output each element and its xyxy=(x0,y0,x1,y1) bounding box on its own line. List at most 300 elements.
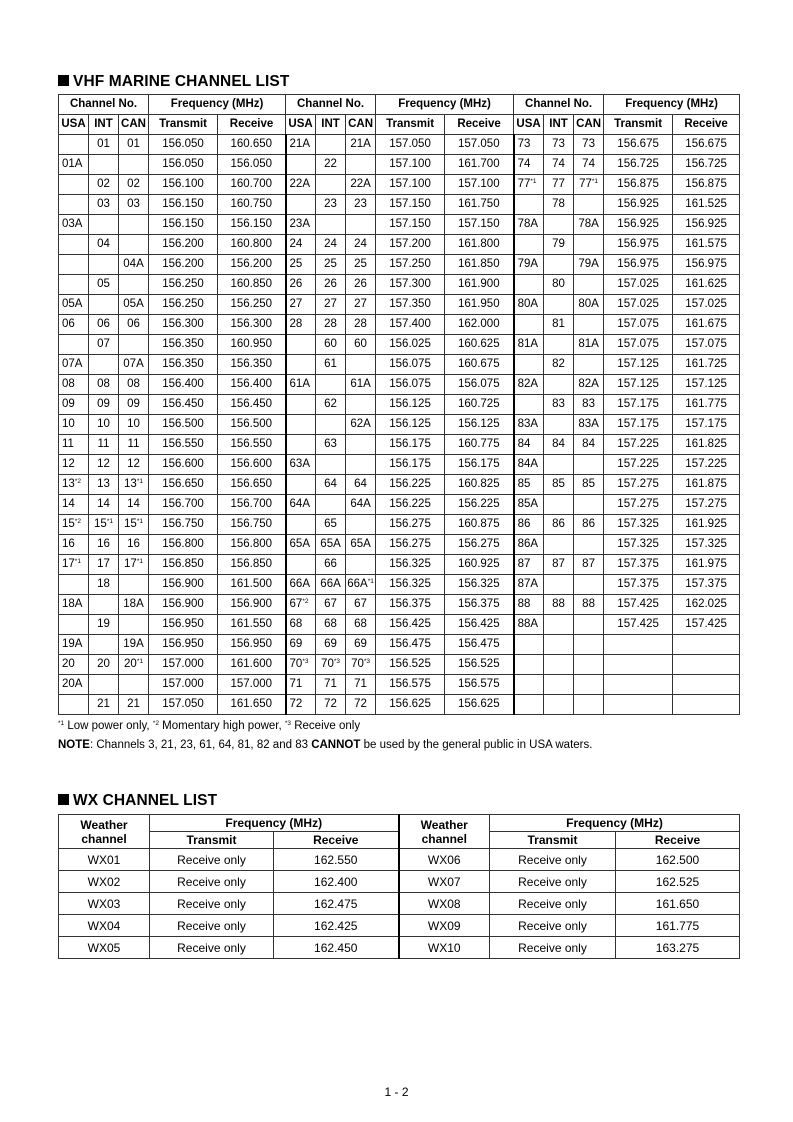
table-cell: 156.150 xyxy=(149,215,218,235)
table-cell: 13$^{*1}$ xyxy=(119,475,149,495)
table-cell: 156.075 xyxy=(376,375,445,395)
table-cell: 12 xyxy=(119,455,149,475)
table-cell xyxy=(286,475,316,495)
table-row xyxy=(59,395,740,415)
footnote-mark: *1 xyxy=(530,178,537,185)
table-cell: Receive only xyxy=(150,915,274,937)
table-row xyxy=(59,849,740,871)
table-cell: 70$^{*3}$ xyxy=(346,655,376,675)
table-cell: 26 xyxy=(316,275,346,295)
table-cell: 72 xyxy=(346,695,376,715)
table-cell: 157.225 xyxy=(604,455,673,475)
table-cell: 157.325 xyxy=(604,515,673,535)
table-cell xyxy=(574,575,604,595)
table-cell: 16 xyxy=(119,535,149,555)
table-cell: 162.000 xyxy=(445,315,514,335)
table-cell: 14 xyxy=(119,495,149,515)
table-cell: 16 xyxy=(89,535,119,555)
table-cell xyxy=(574,615,604,635)
table-cell: 156.350 xyxy=(149,335,218,355)
table-cell: 07A xyxy=(119,355,149,375)
table-cell: 156.875 xyxy=(673,175,740,195)
table-cell: 84 xyxy=(574,435,604,455)
table-cell: 161.850 xyxy=(445,255,514,275)
table-cell: 156.675 xyxy=(673,135,740,155)
footnote-mark: *1 xyxy=(136,518,143,525)
table-cell: 83 xyxy=(544,395,574,415)
table-row xyxy=(59,135,740,155)
table-cell: 27 xyxy=(286,295,316,315)
can-header: CAN xyxy=(119,115,149,135)
table-cell: 157.375 xyxy=(673,575,740,595)
receive-header: Receive xyxy=(673,115,740,135)
table-cell: 156.875 xyxy=(604,175,673,195)
table-cell: 156.075 xyxy=(376,355,445,375)
table-cell: 156.275 xyxy=(376,515,445,535)
table-cell: Receive only xyxy=(490,849,616,871)
table-cell: 161.625 xyxy=(673,275,740,295)
table-row xyxy=(59,495,740,515)
table-cell xyxy=(544,635,574,655)
table-cell: 88A xyxy=(514,615,544,635)
int-header: INT xyxy=(544,115,574,135)
table-cell xyxy=(544,215,574,235)
table-cell: 157.150 xyxy=(445,215,514,235)
table-row xyxy=(59,555,740,575)
table-cell xyxy=(89,255,119,275)
table-cell: 156.225 xyxy=(445,495,514,515)
table-cell: 15$^{*2}$ xyxy=(59,515,89,535)
table-cell: 84A xyxy=(514,455,544,475)
table-cell: 162.400 xyxy=(274,871,399,893)
receive-header: Receive xyxy=(218,115,286,135)
table-cell: 10 xyxy=(89,415,119,435)
table-cell: 156.975 xyxy=(604,255,673,275)
table-cell: 157.275 xyxy=(604,495,673,515)
square-bullet-icon xyxy=(58,75,69,86)
table-cell: 162.450 xyxy=(274,937,399,959)
table-cell: 71 xyxy=(346,675,376,695)
table-cell xyxy=(286,195,316,215)
table-row xyxy=(59,455,740,475)
table-row xyxy=(59,255,740,275)
table-cell xyxy=(574,655,604,675)
table-cell: 161.775 xyxy=(673,395,740,415)
table-cell: 160.700 xyxy=(218,175,286,195)
table-cell: 157.325 xyxy=(604,535,673,555)
table-cell: 156.150 xyxy=(149,195,218,215)
table-cell: 25 xyxy=(286,255,316,275)
table-cell: 68 xyxy=(286,615,316,635)
table-cell: 63 xyxy=(316,435,346,455)
frequency-header: Frequency (MHz) xyxy=(604,95,740,115)
table-cell: 157.025 xyxy=(604,295,673,315)
table-cell: 156.650 xyxy=(149,475,218,495)
table-cell: 23 xyxy=(346,195,376,215)
table-row xyxy=(59,435,740,455)
table-row xyxy=(59,355,740,375)
table-cell: 72 xyxy=(316,695,346,715)
table-cell xyxy=(544,495,574,515)
table-cell xyxy=(544,335,574,355)
table-cell: 156.850 xyxy=(218,555,286,575)
table-cell xyxy=(574,275,604,295)
table-cell: 61A xyxy=(286,375,316,395)
table-cell: 24 xyxy=(346,235,376,255)
table-cell: 156.250 xyxy=(149,275,218,295)
footnote-mark: *3 xyxy=(363,658,371,665)
table-cell: 65A xyxy=(286,535,316,555)
table-cell: 21 xyxy=(119,695,149,715)
table-cell xyxy=(89,215,119,235)
table-cell: Receive only xyxy=(150,871,274,893)
frequency-header: Frequency (MHz) xyxy=(150,815,399,832)
footnote-text: Receive only xyxy=(291,720,361,732)
table-cell: 156.250 xyxy=(218,295,286,315)
table-cell: 160.875 xyxy=(445,515,514,535)
table-cell: 78 xyxy=(544,195,574,215)
table-cell: 87 xyxy=(544,555,574,575)
footnote-mark: *1 xyxy=(367,578,374,585)
table-cell: 27 xyxy=(346,295,376,315)
table-cell: 156.975 xyxy=(604,235,673,255)
table-cell: 19 xyxy=(89,615,119,635)
table-cell: WX01 xyxy=(59,849,150,871)
channel-no-header: Channel No. xyxy=(59,95,149,115)
table-cell: 67 xyxy=(316,595,346,615)
receive-header: Receive xyxy=(445,115,514,135)
table-cell: 71 xyxy=(286,675,316,695)
table-cell: 156.125 xyxy=(376,415,445,435)
table-cell: 156.450 xyxy=(218,395,286,415)
table-cell: 156.325 xyxy=(376,575,445,595)
table-cell: 04 xyxy=(89,235,119,255)
table-cell xyxy=(89,155,119,175)
table-cell: 162.550 xyxy=(274,849,399,871)
table-cell: 65 xyxy=(316,515,346,535)
table-cell xyxy=(346,435,376,455)
table-cell: 82A xyxy=(514,375,544,395)
table-cell: 160.825 xyxy=(445,475,514,495)
table-cell: 156.675 xyxy=(604,135,673,155)
footnote-mark: *1 xyxy=(136,478,143,485)
table-cell: 156.450 xyxy=(149,395,218,415)
table-cell: 06 xyxy=(59,315,89,335)
table-row xyxy=(59,595,740,615)
table-cell: 85 xyxy=(514,475,544,495)
table-cell: 161.950 xyxy=(445,295,514,315)
table-cell: 21A xyxy=(346,135,376,155)
vhf-section-title: VHF MARINE CHANNEL LIST xyxy=(58,73,289,91)
table-cell xyxy=(574,195,604,215)
table-cell: 11 xyxy=(119,435,149,455)
table-cell: 156.125 xyxy=(445,415,514,435)
table-cell: 156.575 xyxy=(376,675,445,695)
footnote-mark: *1 xyxy=(136,558,143,565)
table-cell: 66 xyxy=(316,555,346,575)
table-cell: 82 xyxy=(544,355,574,375)
table-cell: 73 xyxy=(574,135,604,155)
table-cell: Receive only xyxy=(490,915,616,937)
table-cell: 87 xyxy=(514,555,544,575)
table-cell: 72 xyxy=(286,695,316,715)
table-cell: 161.650 xyxy=(218,695,286,715)
table-cell: 87 xyxy=(574,555,604,575)
table-cell: 156.325 xyxy=(445,575,514,595)
table-cell: 81A xyxy=(514,335,544,355)
table-cell xyxy=(544,255,574,275)
table-cell: 162.025 xyxy=(673,595,740,615)
table-cell: 156.600 xyxy=(149,455,218,475)
table-cell: 64 xyxy=(346,475,376,495)
table-row xyxy=(59,475,740,495)
table-cell: 18A xyxy=(59,595,89,615)
table-cell: 162.475 xyxy=(274,893,399,915)
table-cell: 156.600 xyxy=(218,455,286,475)
table-cell xyxy=(544,695,574,715)
table-cell: 156.425 xyxy=(376,615,445,635)
table-cell: 161.725 xyxy=(673,355,740,375)
table-cell: 09 xyxy=(89,395,119,415)
table-cell: 157.275 xyxy=(604,475,673,495)
table-cell: 157.375 xyxy=(604,575,673,595)
table-cell: 02 xyxy=(119,175,149,195)
table-cell: WX05 xyxy=(59,937,150,959)
table-cell xyxy=(574,315,604,335)
table-cell xyxy=(574,495,604,515)
table-cell xyxy=(89,635,119,655)
table-cell xyxy=(119,615,149,635)
note-cannot: CANNOT xyxy=(311,739,361,751)
table-cell: 156.350 xyxy=(149,355,218,375)
table-cell: 63A xyxy=(286,455,316,475)
table-cell: WX07 xyxy=(399,871,490,893)
table-cell: 157.075 xyxy=(604,315,673,335)
table-cell: 161.900 xyxy=(445,275,514,295)
table-cell: 157.175 xyxy=(673,415,740,435)
table-cell: 156.650 xyxy=(218,475,286,495)
table-cell: 82A xyxy=(574,375,604,395)
table-cell: 65A xyxy=(316,535,346,555)
table-cell: 08 xyxy=(59,375,89,395)
table-cell xyxy=(514,395,544,415)
table-cell xyxy=(119,275,149,295)
table-cell: 156.425 xyxy=(445,615,514,635)
frequency-header: Frequency (MHz) xyxy=(490,815,740,832)
table-row xyxy=(59,295,740,315)
table-cell: 161.600 xyxy=(218,655,286,675)
table-cell: 156.950 xyxy=(218,635,286,655)
table-cell xyxy=(59,195,89,215)
table-cell: 160.925 xyxy=(445,555,514,575)
table-cell: 161.500 xyxy=(218,575,286,595)
table-cell xyxy=(604,635,673,655)
table-cell: 156.200 xyxy=(149,255,218,275)
table-cell: 22A xyxy=(346,175,376,195)
table-cell xyxy=(286,335,316,355)
table-cell xyxy=(346,455,376,475)
table-cell: 88 xyxy=(574,595,604,615)
table-cell: 161.775 xyxy=(616,915,740,937)
table-cell: 65A xyxy=(346,535,376,555)
table-cell: 156.750 xyxy=(149,515,218,535)
table-cell xyxy=(286,415,316,435)
receive-header: Receive xyxy=(616,832,740,849)
table-cell: 83A xyxy=(574,415,604,435)
table-cell: 88 xyxy=(514,595,544,615)
table-cell: 157.100 xyxy=(376,175,445,195)
table-cell: 83 xyxy=(574,395,604,415)
table-cell: 27 xyxy=(316,295,346,315)
table-cell xyxy=(544,415,574,435)
table-cell: Receive only xyxy=(490,871,616,893)
table-cell: 156.900 xyxy=(218,595,286,615)
table-cell: 17$^{*1}$ xyxy=(119,555,149,575)
table-row xyxy=(59,175,740,195)
table-cell: 09 xyxy=(59,395,89,415)
table-cell: 70$^{*3}$ xyxy=(316,655,346,675)
table-cell: 156.125 xyxy=(376,395,445,415)
table-cell: 157.225 xyxy=(673,455,740,475)
footnote-text: Low power only, xyxy=(64,720,153,732)
table-cell: 156.725 xyxy=(673,155,740,175)
table-cell: 157.175 xyxy=(604,415,673,435)
table-cell: WX06 xyxy=(399,849,490,871)
table-cell: 77 xyxy=(544,175,574,195)
table-cell: 18A xyxy=(119,595,149,615)
table-cell: 156.050 xyxy=(218,155,286,175)
table-cell: 24 xyxy=(286,235,316,255)
table-cell xyxy=(286,435,316,455)
table-cell xyxy=(89,595,119,615)
table-cell: 156.375 xyxy=(445,595,514,615)
table-cell: 06 xyxy=(119,315,149,335)
table-cell: 08 xyxy=(89,375,119,395)
table-cell: 160.750 xyxy=(218,195,286,215)
table-cell: 22 xyxy=(316,155,346,175)
table-cell xyxy=(544,455,574,475)
table-cell xyxy=(514,235,544,255)
table-cell xyxy=(119,235,149,255)
table-cell xyxy=(59,175,89,195)
table-cell: 21 xyxy=(89,695,119,715)
table-cell: 69 xyxy=(346,635,376,655)
wx-section-title: WX CHANNEL LIST xyxy=(58,792,217,810)
table-cell xyxy=(544,675,574,695)
table-cell xyxy=(604,655,673,675)
table-cell: 73 xyxy=(514,135,544,155)
table-cell: 60 xyxy=(316,335,346,355)
table-cell: 160.725 xyxy=(445,395,514,415)
table-cell: 83A xyxy=(514,415,544,435)
table-cell: 79A xyxy=(514,255,544,275)
usa-header: USA xyxy=(286,115,316,135)
table-cell xyxy=(316,415,346,435)
table-cell: 161.750 xyxy=(445,195,514,215)
table-cell xyxy=(514,355,544,375)
table-cell xyxy=(316,215,346,235)
table-cell xyxy=(346,555,376,575)
table-cell: 156.175 xyxy=(445,455,514,475)
table-cell xyxy=(286,515,316,535)
table-cell xyxy=(346,215,376,235)
table-row xyxy=(59,675,740,695)
table-cell: 77$^{*1}$ xyxy=(514,175,544,195)
footnote-mark: *3 xyxy=(302,658,309,665)
table-cell: 70$^{*3}$ xyxy=(286,655,316,675)
table-cell: 13 xyxy=(89,475,119,495)
table-cell: 17$^{*1}$ xyxy=(59,555,89,575)
table-cell: 11 xyxy=(89,435,119,455)
footnote-mark: *2 xyxy=(302,598,309,605)
table-cell xyxy=(286,555,316,575)
table-cell: 15$^{*1}$ xyxy=(119,515,149,535)
table-cell xyxy=(286,155,316,175)
note-text: be used by the general public in USA waters. xyxy=(360,739,593,751)
table-row xyxy=(59,335,740,355)
table-cell: 162.425 xyxy=(274,915,399,937)
table-cell: 156.050 xyxy=(149,135,218,155)
table-cell: 23A xyxy=(286,215,316,235)
table-cell: 156.300 xyxy=(149,315,218,335)
table-cell xyxy=(346,515,376,535)
table-cell xyxy=(544,295,574,315)
table-cell: 156.950 xyxy=(149,635,218,655)
table-cell xyxy=(119,155,149,175)
table-cell xyxy=(59,335,89,355)
table-cell: 157.150 xyxy=(376,215,445,235)
table-cell: 20 xyxy=(89,655,119,675)
table-cell: Receive only xyxy=(150,937,274,959)
table-cell xyxy=(544,535,574,555)
table-cell: 156.925 xyxy=(673,215,740,235)
table-cell: 156.550 xyxy=(149,435,218,455)
table-cell: 156.525 xyxy=(376,655,445,675)
table-cell: 156.475 xyxy=(445,635,514,655)
table-cell: 13$^{*2}$ xyxy=(59,475,89,495)
vhf-channel-table xyxy=(58,94,740,715)
table-cell: Receive only xyxy=(490,937,616,959)
table-cell xyxy=(574,455,604,475)
table-cell: $66A^{*1}$ xyxy=(346,575,376,595)
table-cell xyxy=(89,675,119,695)
table-cell: 85 xyxy=(574,475,604,495)
table-cell xyxy=(604,675,673,695)
channel-no-header: Channel No. xyxy=(286,95,376,115)
table-cell: 12 xyxy=(89,455,119,475)
table-cell: 156.100 xyxy=(149,175,218,195)
table-cell: 157.275 xyxy=(673,495,740,515)
table-cell: 74 xyxy=(574,155,604,175)
table-cell: 160.775 xyxy=(445,435,514,455)
footnote-mark: *1 xyxy=(591,178,599,185)
table-cell: 73 xyxy=(544,135,574,155)
transmit-header: Transmit xyxy=(490,832,616,849)
table-row xyxy=(59,215,740,235)
table-cell: 156.525 xyxy=(445,655,514,675)
table-cell xyxy=(286,395,316,415)
table-cell: 06 xyxy=(89,315,119,335)
transmit-header: Transmit xyxy=(604,115,673,135)
table-cell xyxy=(673,635,740,655)
table-cell: 156.625 xyxy=(445,695,514,715)
table-cell: 157.000 xyxy=(149,655,218,675)
table-row xyxy=(59,535,740,555)
table-cell: Receive only xyxy=(150,893,274,915)
note-label: NOTE xyxy=(58,739,90,751)
table-cell: 156.800 xyxy=(149,535,218,555)
table-cell: 01A xyxy=(59,155,89,175)
